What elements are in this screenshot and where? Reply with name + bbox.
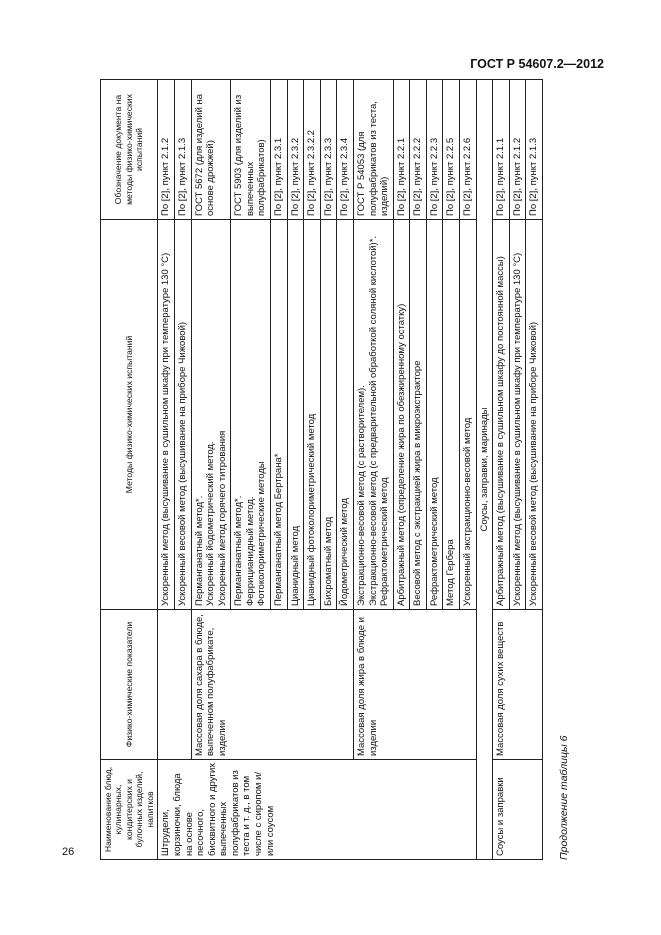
method-cell: Цианидный метод [287,220,304,610]
doc-cell: По [2], пункт 2.3.2.2 [304,80,321,220]
doc-cell: По [2], пункт 2.1.3 [175,80,192,220]
doc-cell: По [2], пункт 2.1.2 [509,80,526,220]
methods-table [100,79,543,860]
table-row [191,80,231,860]
method-cell: Ускоренный метод (высушивание в сушильном шкафу при температуре 130 °С) [509,220,526,610]
doc-cell: По [2], пункт 2.2.5 [443,80,460,220]
doc-cell: По [2], пункт 2.1.1 [493,80,510,220]
column-header: Физико-химические показатели [101,610,158,760]
method-cell: Арбитражный метод (определение жира по обезжиренному остатку) [393,220,410,610]
table-row [353,80,393,860]
indicator-cell: Массовая доля сахара в блюде, выпеченном полуфабрикате, изделии [191,610,353,760]
method-cell: Ускоренный весовой метод (высушивание на приборе Чижовой) [526,220,543,610]
doc-cell: ГОСТ Р 54053 (для полуфабрикатов из теста, изделий) [353,80,393,220]
column-header: Обозначение документа на методы физико-химических испытаний [101,80,158,220]
method-cell: Перманганатный метод*. Феррицианидный метод. Фотоколориметрические методы [231,220,271,610]
table-header-row [101,80,158,860]
indicator-cell [158,610,191,760]
method-cell: Рефрактометрический метод [426,220,443,610]
method-cell: Ускоренный экстракционно-весовой метод [459,220,476,610]
product-cell: Штрудели, корзиночки, блюда на основе песочного, бисквитного и других выпеченных полуфабрикатов из теста и т. д., в том числе с сиропом и/или соусом [158,760,476,860]
document-header: ГОСТ Р 54607.2—2012 [470,57,604,71]
indicator-cell: Массовая доля жира в блюде и изделии [353,610,476,760]
indicator-cell: Массовая доля сухих веществ [493,610,543,760]
doc-cell: По [2], пункт 2.1.2 [158,80,175,220]
method-cell: Весовой метод с экстракцией жира в микроэкстракторе [410,220,427,610]
doc-cell: По [2], пункт 2.3.1 [271,80,288,220]
method-cell: Ускоренный весовой метод (высушивание на приборе Чижовой) [175,220,192,610]
column-header: Методы физико-химических испытаний [101,220,158,610]
doc-cell: По [2], пункт 2.3.3 [320,80,337,220]
doc-cell: По [2], пункт 2.1.3 [526,80,543,220]
doc-cell: По [2], пункт 2.2.3 [426,80,443,220]
doc-cell: ГОСТ 5672 (для изделий на основе дрожжей) [191,80,231,220]
section-row [476,80,493,860]
table-row [158,80,175,860]
doc-cell: По [2], пункт 2.2.1 [393,80,410,220]
column-header: Наименование блюд, кулинарных, кондитерских и булочных изделий, напитков [101,760,158,860]
method-cell: Перманганатный метод Бертрана* [271,220,288,610]
method-cell: Бихроматный метод [320,220,337,610]
method-cell: Йодометрический метод [337,220,354,610]
rotated-table-page [100,80,575,860]
method-cell: Перманганатный метод*. Ускоренный йодометрический метод. Ускоренный метод горячего титрования [191,220,231,610]
product-cell: Соусы и заправки [493,760,543,860]
method-cell: Метод Гербера [443,220,460,610]
method-cell: Арбитражный метод (высушивание в сушильном шкафу до постоянной массы) [493,220,510,610]
doc-cell: По [2], пункт 2.3.2 [287,80,304,220]
method-cell: Цианидный фотоколориметрический метод [304,220,321,610]
doc-cell: По [2], пункт 2.2.2 [410,80,427,220]
method-cell: Экстракционно-весовой метод (с растворителем). Экстракционно-весовой метод (с предварительной обработкой соляной кислотой)*. Рефрактометрический метод [353,220,393,610]
table-row [493,80,510,860]
section-title: Соусы, заправки, маринады [476,80,493,860]
page-number: 26 [62,846,75,858]
doc-cell: По [2], пункт 2.2.6 [459,80,476,220]
table-caption: Продолжение таблицы 6 [558,735,570,860]
doc-cell: ГОСТ 5903 (для изделий из выпеченных полуфабрикатов) [231,80,271,220]
doc-cell: По [2], пункт 2.3.4 [337,80,354,220]
method-cell: Ускоренный метод (высушивание в сушильном шкафу при температуре 130 °С) [158,220,175,610]
